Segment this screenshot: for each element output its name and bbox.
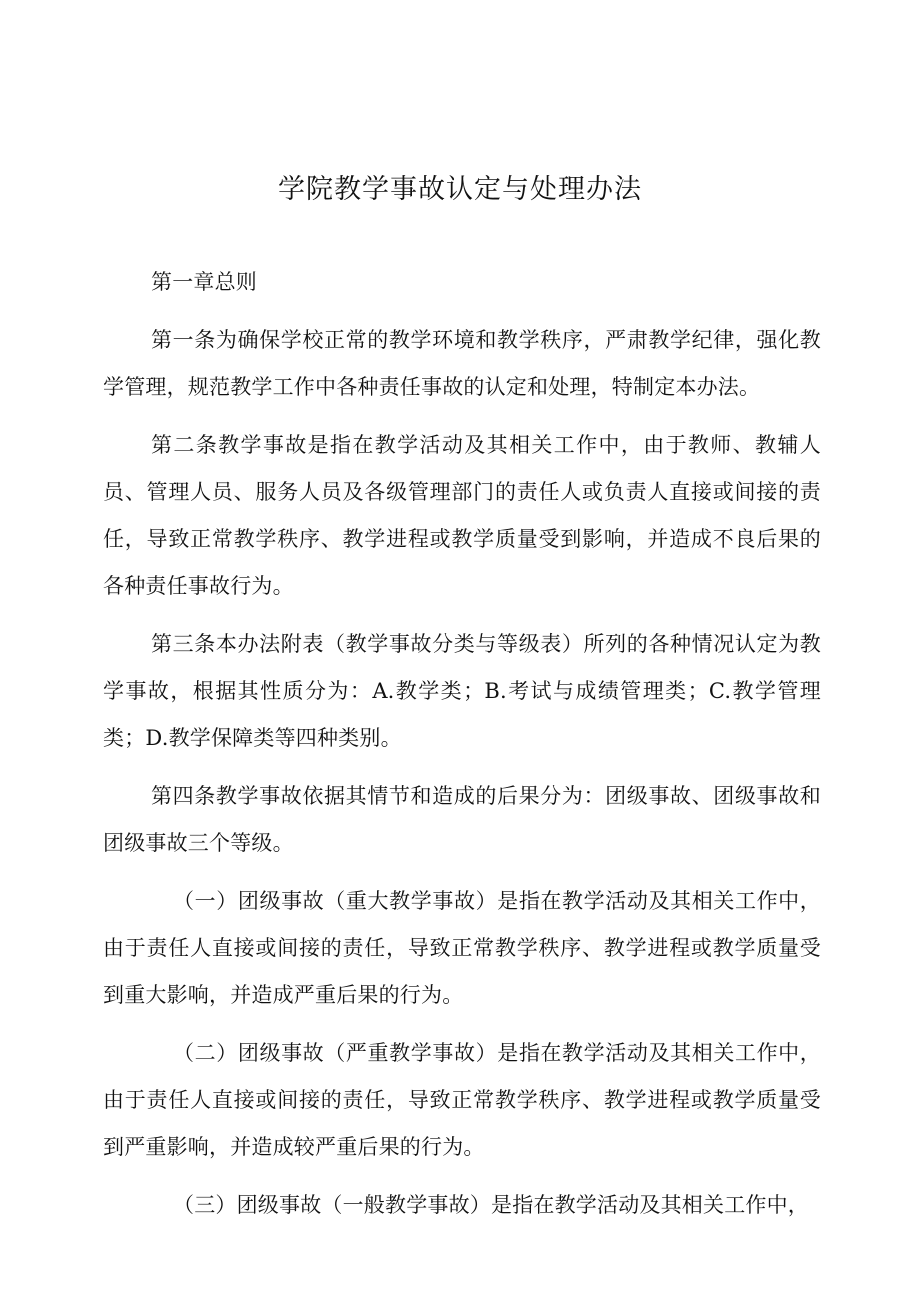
level-3-definition: （三）团级事故（一般教学事故）是指在教学活动及其相关工作中， bbox=[173, 1193, 809, 1217]
article-2: 第二条教学事故是指在教学活动及其相关工作中，由于教师、教辅人员、管理人员、服务人员及各级管理部门的责任人或负责人直接或间接的责任，导致正常教学秩序、教学进程或教学质量受到影响，并造成不良后果的各种责任事故行为。 bbox=[103, 433, 821, 598]
chapter-heading: 第一章总则 bbox=[151, 270, 257, 294]
article-3: 第三条本办法附表（教学事故分类与等级表）所列的各种情况认定为教学事故，根据其性质分为：A.教学类；B.考试与成绩管理类；C.教学管理类；D.教学保障类等四种类别。 bbox=[103, 632, 821, 750]
document-title: 学院教学事故认定与处理办法 bbox=[278, 174, 642, 205]
level-2-definition: （二）团级事故（严重教学事故）是指在教学活动及其相关工作中，由于责任人直接或间接的责任，导致正常教学秩序、教学进程或教学质量受到严重影响，并造成较严重后果的行为。 bbox=[103, 1041, 821, 1159]
level-1-definition: （一）团级事故（重大教学事故）是指在教学活动及其相关工作中，由于责任人直接或间接的责任，导致正常教学秩序、教学进程或教学质量受到重大影响，并造成严重后果的行为。 bbox=[103, 889, 821, 1007]
document-body bbox=[103, 259, 821, 1240]
article-4: 第四条教学事故依据其情节和造成的后果分为：团级事故、团级事故和团级事故三个等级。 bbox=[103, 784, 821, 855]
article-1: 第一条为确保学校正常的教学环境和教学秩序，严肃教学纪律，强化教学管理，规范教学工作中各种责任事故的认定和处理，特制定本办法。 bbox=[103, 328, 821, 399]
